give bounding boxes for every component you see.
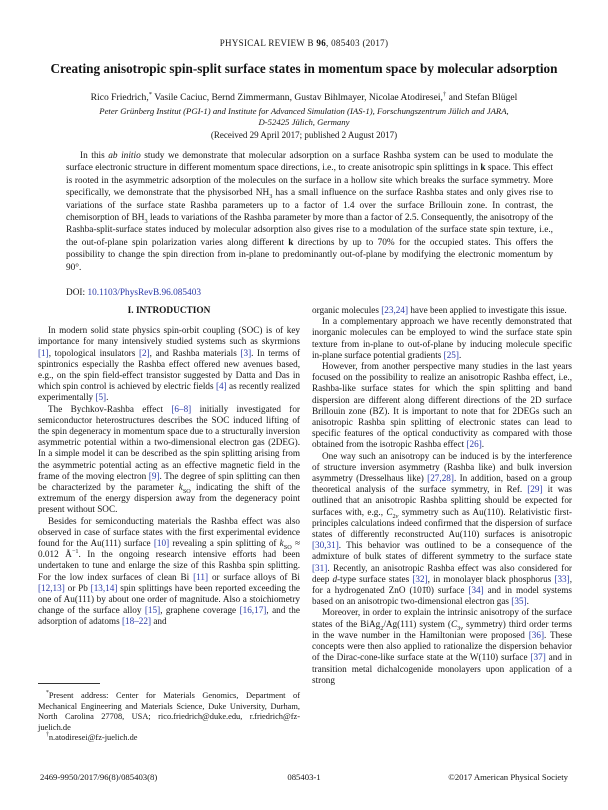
abstract bbox=[66, 150, 553, 274]
page-number: 085403-1 bbox=[287, 772, 321, 782]
paragraph: In a complementary approach we have recently demonstrated that inorganic molecules can be employed to wind the surface state spin texture from in-plane to out-of-plane by inducing molecule specific in-plane surface potential gradients [25]. bbox=[312, 316, 572, 360]
doi-line bbox=[66, 288, 201, 298]
footnote-email: †n.atodiresei@fz-juelich.de bbox=[46, 732, 138, 742]
doi-link[interactable]: 10.1103/PhysRevB.96.085403 bbox=[87, 288, 201, 298]
affiliation-line-1: Peter Grünberg Institut (PGI-1) and Institute for Advanced Simulation (IAS-1), Forschungszentrum Jülich and JARA, bbox=[99, 106, 509, 116]
paragraph: Moreover, in order to explain the intrinsic anisotropy of the surface states of the BiAg$_2$/Ag(111) system ($C_{3v}$ symmetry) third order terms in the wave number in the Hamiltonian were proposed [36]. These concepts were then also applied to rationalize the dispersion behavior of the Dirac-cone-like surface state at the W(110) surface [37] and in transition metal dichalcogenide monolayers upon application of a strong bbox=[312, 607, 572, 685]
right-column bbox=[312, 305, 572, 686]
footnote-rule bbox=[38, 683, 100, 684]
paragraph: The Bychkov-Rashba effect [6–8] initially investigated for semiconductor heterostructures describes the SOC induced lifting of the spin degeneracy in momentum space due to a structurally inversion asymmetric potential within a two-dimensional electron gas (2DEG). In a simple model it can be described as the spin splitting arising from the asymmetric potential acting as an effective magnetic field in the frame of the moving electron [9]. The degree of spin splitting can then be characterized by the parameter $k_{SO}$ indicating the shift of the extremum of the energy dispersion away from the degeneracy point present without SOC. bbox=[38, 403, 300, 515]
copyright-notice: ©2017 American Physical Society bbox=[448, 772, 568, 782]
doi-label: DOI: bbox=[66, 288, 86, 298]
paragraph: However, from another perspective many studies in the last years focused on the possibility to realize an anisotropic Rashba effect, i.e., Rashba-like surface states for which the spin splitting and band dispersion are different along different directions of the 2D surface Brillouin zone (BZ). It is important to note that for 2DEGs such an anisotropic Rashba spin splitting of electronic states can lead to specific features of the optical conductivity as compared with those obtained from the isotropic Rashba effect [26]. bbox=[312, 361, 572, 450]
paragraph: Besides for semiconducting materials the Rashba effect was also observed in case of surface states with the first experimental evidence found for the Au(111) surface [10] revealing a spin splitting of $k_{SO} \approx 0.012$ $Å^{-1}$. In the ongoing research intensive efforts had been undertaken to tune and enlarge the size of this Rashba spin splitting. For the low index surfaces of clean Bi [11] or surface alloys of Bi [12,13] or Pb [13,14] spin splittings have been reported exceeding the one of Au(111) by about one order of magnitude. Also a stoichiometry change of the surface alloy [15], graphene coverage [16,17], and the adsorption of adatoms [18–22] and bbox=[38, 515, 300, 627]
footnote-present-address: *Present address: Center for Materials Genomics, Department of Mechanical Engineering and Materials Science, Duke University, Durham, North Carolina 27708, USA; rico.friedrich@duke.edu, r.friedrich@fz-juelich.de bbox=[38, 690, 300, 732]
journal-header: PHYSICAL REVIEW B 96, 085403 (2017) bbox=[219, 38, 389, 48]
issn-doc-code: 2469-9950/2017/96(8)/085403(8) bbox=[40, 772, 158, 782]
paragraph: In modern solid state physics spin-orbit coupling (SOC) is of key importance for many intensively studied systems such as skyrmions [1], topological insulators [2], and Rashba materials [3]. In terms of spintronics especially the Rashba effect offered new avenues based, e.g., on the spin field-effect transistor suggested by Datta and Das in which spin control is achieved by electric fields [4] as recently realized experimentally [5]. bbox=[38, 325, 301, 403]
author-list: Rico Friedrich,* Vasile Caciuc, Bernd Zimmermann, Gustav Bihlmayer, Nicolae Atodiresei,† and Stefan Blügel bbox=[90, 90, 518, 103]
affiliation bbox=[16, 106, 592, 127]
affiliation-line-2: D-52425 Jülich, Germany bbox=[258, 116, 350, 127]
abstract-text: In this ab initio study we demonstrate that molecular adsorption on a surface Rashba system can be used to modulate the surface electronic structure in different momentum space directions, i.e., to create anisotropic spin splittings in k space. This effect is rooted in the asymmetric adsorption of the molecules on the surface in a hollow site which breaks the surface symmetry. More specifically, we demonstrate that the physisorbed $NH_3$ has a small influence on the surface Rashba states and only gives rise to variations of the surface state Rashba parameters up to a factor of 1.4 over the surface Brillouin zone. In contrast, the chemisorption of $BH_3$ leads to variations of the Rashba parameter by more than a factor of 2.5. Consequently, the anisotropy of the Rashba-split-surface states induced by molecular adsorption also gives rise to a modulation of the surface state spin texture, i.e., the out-of-plane spin polarization varies along different k directions by up to 70% for the occupied states. This offers the possibility to change the spin direction from in-plane to predominantly out-of-plane by modifying the electronic momentum by 90°. bbox=[66, 151, 554, 273]
paragraph: One way such an anisotropy can be induced is by the interference of structure inversion asymmetry (Rashba like) and bulk inversion asymmetry (Dresselhaus like) [27,28]. In addition, based on a group theoretical analysis of the surface symmetry, in Ref. [29] it was outlined that an anisotropic Rashba splitting should be expected for surfaces with, e.g., $C_{2v}$ symmetry such as Au(110). Relativistic first-principles calculations indeed confirmed that the dispersion of surface states of differently reconstructed Au(110) surfaces is anisotropic [30,31]. This behavior was outlined to be a consequence of the admixture of bulk states of different symmetry to the surface state [31]. Recently, an anisotropic Rashba effect was also considered for deep d-type surface states [32], in monolayer black phosphorus [33], for a hydrogenated ZnO (101̄0) surface [34] and in model systems based on an anisotropic two-dimensional electron gas [35]. bbox=[312, 450, 573, 607]
paragraph: organic molecules [23,24] have been applied to investigate this issue. bbox=[312, 305, 567, 315]
footnotes bbox=[38, 683, 300, 744]
section-heading-introduction: I. INTRODUCTION bbox=[127, 306, 211, 316]
received-dates: (Received 29 April 2017; published 2 August 2017) bbox=[210, 130, 398, 140]
page-title: Creating anisotropic spin-split surface states in momentum space by molecular adsorption bbox=[50, 61, 558, 76]
left-column bbox=[38, 305, 300, 628]
